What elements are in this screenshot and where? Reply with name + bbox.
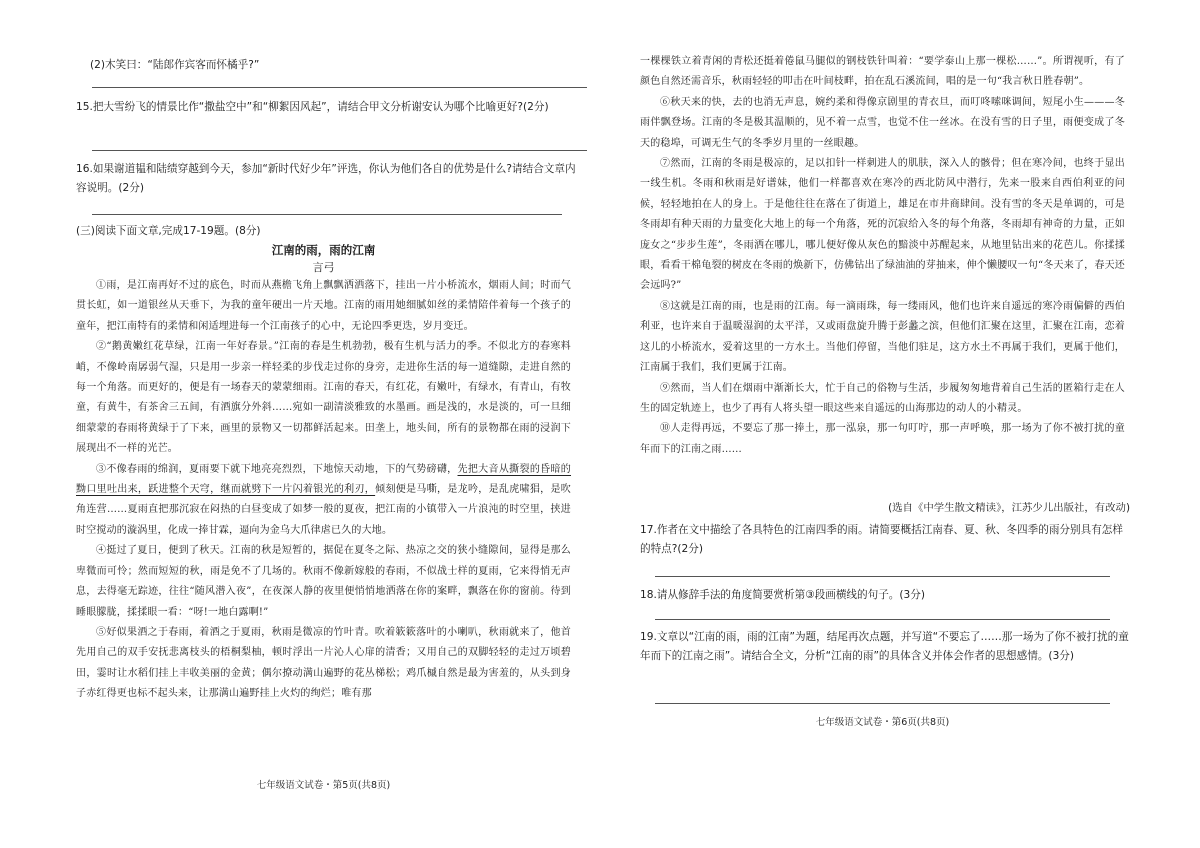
page-footer-right: 七年级语文试卷・第6页(共8页) xyxy=(815,717,950,728)
essay-body-left xyxy=(76,276,571,705)
essay-body-right xyxy=(640,52,1125,460)
paragraph-8: ⑧这就是江南的雨，也是雨的江南。每一滴雨珠，每一缕雨风，他们也许来自遥远的寒冷雨偏僻的西伯利亚，也许来自于温暖湿润的太平洋，又或雨盘旋升腾于彭蠡之滨，但他们汇聚在这里，汇聚在江南，恋着这儿的小桥流水，爱着这里的一方水土。当他们停留，当他们驻足，这方水土不再属于我们，更属于他们，江南属于我们，我们更属于江南。 xyxy=(640,300,1125,374)
paragraph-3-rest: 倾刻便是马嘶，是龙吟，是乱虎啸猖，是吹角连营……夏雨直把那沉寂在闷热的白昼变成了如梦一般的夏夜，把江南的小镇带入一片浪沌的时空里，挟进时空搅动的漩涡里，化成一捧甘霖，逼向为金乌大爪律虐已久的大地。 xyxy=(76,484,571,536)
source-citation: (选自《中学生散文精读》，江苏少儿出版社，有改动) xyxy=(888,502,1130,514)
paragraph-9: ⑨然而，当人们在烟雨中渐渐长大，忙于自己的俗物与生活，步履匆匆地背着自己生活的匿箱行走在人生的固定轨迹上，也少了再有人将头望一眼这些来自遥远的山海那边的动人的小精灵。 xyxy=(640,382,1125,414)
question-19: 19.文章以“江南的雨，雨的江南”为题，结尾再次点题，并写道“不要忘了……那一场为了你不被打扰的童年而下的江南之雨”。请结合全文，分析“江南的雨”的具体含义并体会作者的思想感情。(3分) xyxy=(640,631,1129,662)
paragraph-5: ⑤好似果酒之于春雨，着酒之于夏雨，秋雨是微凉的竹叶青。吹着簌簌落叶的小喇叭，秋雨就来了，他首先用自己的双手安抚悲离枝头的梧桐梨柚，顿时浮出一片沁人心扉的清香；又用自己的双脚轻轻的走过万顷碧田，霎时让水稻们挂上丰收美丽的金黄；偶尔撩动满山遍野的花丛梯松；鸡爪槭自然是最为害羞的，从头到身子赤红得更也标不起头来，让那满山遍野挂上火灼的绚烂；唯有那 xyxy=(76,626,571,700)
paragraph-5-continued: 一棵棵铁立着青闲的青松还挺着倦鼠马腿似的钢枝铁针叫着：“要学泰山上那一棵松……”。所谓视听，有了颜色自然还需音乐，秋雨轻轻的叩击在叶间枝畔，拍在乱石溪流间，唱的是一句“我言秋日胜春朝”。 xyxy=(640,56,1125,88)
paragraph-6: ⑥秋天来的快，去的也消无声息，婉约柔和得像京剧里的青衣旦，而叮咚嗦咪调间，短尾小生———冬雨伴飘登场。江南的冬是极其温顺的，见不着一点雪，也觉不住一丝冰。在没有雪的日子里，雨便变成了冬天的稳埠，可调无生气的冬季岁月里的一丝眼趣。 xyxy=(640,96,1125,149)
paragraph-10: ⑩人走得再远，不要忘了那一捧土，那一泓泉，那一句叮咛，那一声呼唤，那一场为了你不被打扰的童年而下的江南之雨…… xyxy=(640,423,1125,455)
answer-line xyxy=(92,87,587,88)
underlined-sentence-2: 继而就劈下一片闪着银光的利刃， xyxy=(220,484,376,496)
paragraph-1: ①雨，是江南再好不过的底色，时而从燕檐飞角上飘飘洒洒落下，挂出一片小桥流水，烟雨人间；时而气贯长虹，如一道银丝从天垂下，为我的童年硬出一片天地。江南的雨用她细腻如丝的柔情陪伴着每一个孩子的童年，把江南特有的柔情和闲适埋进每一个江南孩子的心中，无论四季更迭，岁月变迁。 xyxy=(76,280,571,332)
paragraph-3-intro: ③不像春雨的绵润，夏雨要下就下地亮亮烈烈，下地惊天动地，下的气势磅礴， xyxy=(96,463,458,475)
underlined-sentence-1: 先把大音从撕裂的昏暗的黝口里吐出来，跃进整个天穹， xyxy=(76,463,572,496)
section-3-heading: (三)阅读下面文章,完成17-19题。(8分) xyxy=(76,225,261,237)
question-15: 15.把大雪纷飞的情景比作“撒盐空中”和“柳絮因风起”，请结合甲文分析谢安认为哪个比喻更好?(2分) xyxy=(76,101,549,113)
question-17: 17.作者在文中描绘了各具特色的江南四季的雨。请简要概括江南春、夏、秋、冬四季的雨分别具有怎样的特点?(2分) xyxy=(640,524,1123,555)
answer-line xyxy=(655,619,1110,620)
paragraph-7: ⑦然而，江南的冬雨是极凉的，足以扣针一样刺进人的肌肤，深入人的骸骨；但在寒冷间，也终于显出一线生机。冬雨和秋雨是好谱妹，他们一样都喜欢在寒冷的西北防风中潜行，先来一股来自西伯利亚的问候，轻轻地拍在人的身上。于是他往往在落在了街道上，雄足在市井商肆间。没有雪的冬天是单调的，可是冬雨却有种天雨的力量变化大地上的每一个角落，死的沉寂给入冬的每个角落，冬雨却有神奇的力量，正如庞女之“步步生莲”，冬雨洒在哪儿，哪儿便好像从灰色的黯淡中苏醒起来，从地里钻出来的花芭儿。你揉揉眼，看看干棉龟裂的树皮在冬雨的焕新下，仿佛钻出了绿油油的芽抽来，伸个懒腰叹一句“冬天来了，春天还会远吗?” xyxy=(640,158,1125,292)
question-14-2: (2)木笑曰：“陆郎作宾客而怀橘乎?” xyxy=(90,59,260,71)
answer-line xyxy=(92,214,562,215)
paragraph-2: ②“鹅黄嫩红花草绿，江南一年好春景。”江南的春是生机勃勃，极有生机与活力的季。不似北方的春寒料峭，不像岭南孱弱气湿，只是用一步亲一样轻柔的步伐走过你的身旁，走进你生活的每一道缝隙，走进自然的每一个角落。而更好的，便是有一场春天的蒙蒙细雨。江南的春天，有红花，有嫩叶，有绿水，有青山，有牧童，有黄牛，有茶舍三五间，有酒旗分外斜……宛如一副清淡雅致的水墨画。画是浅的，水是淡的，可一旦细细蒙蒙的春雨将黄绿于了下来，画里的景物又一切都鲜活起来。田垄上，地头间，所有的景物都在雨的浸润下展现出不一样的光芒。 xyxy=(76,341,571,455)
essay-title: 江南的雨，雨的江南 xyxy=(271,243,376,257)
essay-author: 言弓 xyxy=(312,261,335,274)
answer-line xyxy=(92,150,587,151)
question-16: 16.如果谢道韫和陆绩穿越到今天，参加“新时代好少年”评选，你认为他们各自的优势是什么?请结合文章内容说明。(2分) xyxy=(76,163,576,194)
paragraph-4: ④挺过了夏日，便到了秋天。江南的秋是短暂的，据促在夏冬之际、热凉之交的狭小缝隙间，显得是那么卑微而可怜；然而短短的秋，雨是免不了几场的。秋雨不像新嫁般的春雨，不似战士样的夏雨，它来得悄无声息，去得毫无踪迹，往往“随风潜入夜”，在夜深人静的夜里便悄悄地洒落在你的案畔，飘落在你的窗前。待到睡眼朦胧，揉揉眼一看：“呀!一地白露啊!” xyxy=(76,545,571,618)
paragraph-3 xyxy=(76,460,571,542)
answer-line xyxy=(655,576,1110,577)
page-footer-left: 七年级语文试卷・第5页(共8页) xyxy=(256,780,391,791)
answer-line xyxy=(655,703,1110,704)
question-18: 18.请从修辞手法的角度简要赏析第③段画横线的句子。(3分) xyxy=(640,589,926,601)
